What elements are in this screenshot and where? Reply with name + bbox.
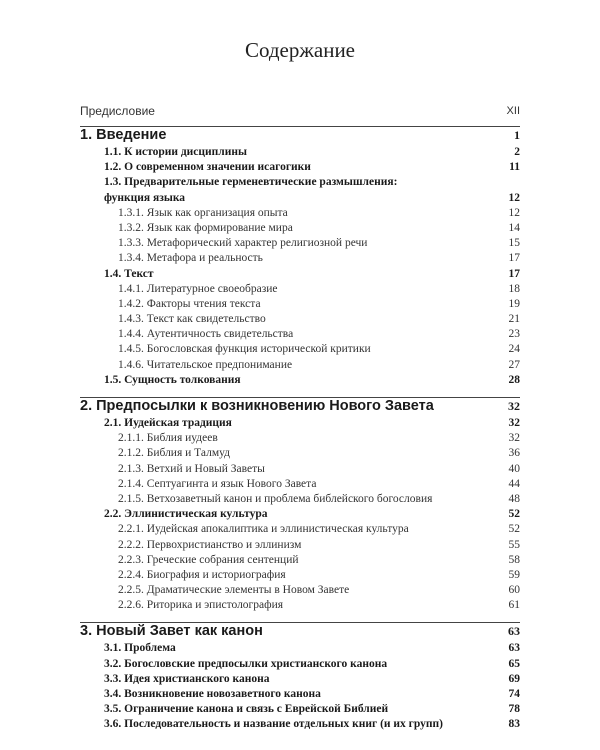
toc-section-page: 83 <box>508 718 520 731</box>
toc-subsection-page: 40 <box>508 462 520 475</box>
toc-section-page: 52 <box>508 508 520 521</box>
toc-subsection[interactable] <box>0 297 600 312</box>
toc-subsection[interactable] <box>0 251 600 266</box>
toc-chapter-page: 1 <box>514 128 520 142</box>
toc-section-page: 11 <box>509 161 520 174</box>
toc-subsection[interactable] <box>0 522 600 537</box>
toc-subsection-label: 2.2.1. Иудейская апокалиптика и эллинистическая культура <box>118 523 409 536</box>
toc-section[interactable] <box>0 145 600 160</box>
toc-subsection-label: 1.4.6. Читательское предпонимание <box>118 358 293 371</box>
toc-subsection[interactable] <box>0 446 600 461</box>
toc-subsection-label: 1.4.1. Литературное своеобразие <box>118 282 278 295</box>
toc-subsection-page: 15 <box>508 237 520 250</box>
toc-subsection-label: 1.3.3. Метафорический характер религиозной речи <box>118 237 368 250</box>
toc-section-page: 78 <box>508 703 520 716</box>
toc-subsection[interactable] <box>0 236 600 251</box>
toc-preface[interactable] <box>0 100 600 122</box>
toc-subsection-page: 61 <box>508 599 520 612</box>
toc-section-page: 28 <box>508 373 520 386</box>
toc-section-label: 2.2. Эллинистическая культура <box>104 508 268 521</box>
toc-chapter-page: 32 <box>508 399 520 413</box>
toc-chapter-label: 2. Предпосылки к возникновению Нового Завета <box>80 398 434 414</box>
toc-subsection[interactable] <box>0 598 600 613</box>
toc-section[interactable] <box>0 507 600 522</box>
toc-section[interactable] <box>0 687 600 702</box>
toc-subsection[interactable] <box>0 342 600 357</box>
toc-section[interactable] <box>0 160 600 175</box>
toc-subsection[interactable] <box>0 221 600 236</box>
toc-section[interactable] <box>0 373 600 388</box>
toc-subsection-page: 12 <box>508 206 520 219</box>
toc-subsection-page: 14 <box>508 221 520 234</box>
toc-section[interactable] <box>0 267 600 282</box>
toc-section[interactable] <box>0 416 600 431</box>
toc-section-cont-label: функция языка <box>104 191 186 204</box>
toc-subsection-label: 2.2.3. Греческие собрания сентенций <box>118 553 299 566</box>
toc-subsection-page: 27 <box>508 358 520 371</box>
toc-subsection-page: 58 <box>508 553 520 566</box>
toc-subsection-label: 1.4.4. Аутентичность свидетельства <box>118 328 294 341</box>
toc-subsection-page: 60 <box>508 584 520 597</box>
toc-section[interactable] <box>0 175 600 190</box>
toc-section-page: 2 <box>514 146 520 158</box>
toc-subsection-label: 2.2.5. Драматические элементы в Новом Завете <box>118 584 350 597</box>
toc-subsection-label: 1.4.5. Богословская функция исторической критики <box>118 343 371 356</box>
toc-chapter[interactable] <box>0 126 600 145</box>
table-of-contents <box>0 100 600 733</box>
toc-subsection-label: 2.2.6. Риторика и эпистолография <box>118 599 284 612</box>
toc-subsection-label: 2.2.2. Первохристианство и эллинизм <box>118 538 302 551</box>
toc-section-label: 3.3. Идея христианского канона <box>104 672 270 685</box>
toc-section-label: 1.3. Предварительные герменевтические размышления: <box>104 176 398 189</box>
toc-subsection[interactable] <box>0 206 600 221</box>
toc-subsection-label: 2.1.1. Библия иудеев <box>118 432 218 445</box>
toc-subsection-page: 44 <box>508 477 520 490</box>
toc-section-page: 17 <box>508 267 520 280</box>
toc-subsection-page: 36 <box>508 447 520 460</box>
toc-subsection[interactable] <box>0 312 600 327</box>
toc-chapter-page: 63 <box>508 624 520 639</box>
toc-subsection-label: 2.1.3. Ветхий и Новый Заветы <box>118 462 265 475</box>
toc-section-label: 3.2. Богословские предпосылки христианского канона <box>104 657 388 670</box>
toc-subsection[interactable] <box>0 327 600 342</box>
toc-subsection-label: 2.1.2. Библия и Талмуд <box>118 447 230 460</box>
toc-section-page: 65 <box>508 657 520 670</box>
toc-subsection-page: 19 <box>508 297 520 310</box>
toc-section-page: 32 <box>508 417 520 429</box>
toc-subsection[interactable] <box>0 568 600 583</box>
toc-section[interactable] <box>0 641 600 656</box>
toc-section-label: 1.1. К истории дисциплины <box>104 146 247 158</box>
toc-subsection-page: 18 <box>508 282 520 295</box>
toc-subsection-page: 48 <box>508 492 520 505</box>
toc-section-label: 3.5. Ограничение канона и связь с Еврейской Библией <box>104 703 389 716</box>
toc-section-label: 3.4. Возникновение новозаветного канона <box>104 688 321 700</box>
toc-section-label: 2.1. Иудейская традиция <box>104 417 232 429</box>
toc-section-cont-page: 12 <box>508 191 520 204</box>
toc-chapter[interactable] <box>0 397 600 416</box>
toc-chapter-label: 3. Новый Завет как канон <box>80 623 263 640</box>
toc-subsection-label: 1.3.2. Язык как формирование мира <box>118 221 293 234</box>
toc-preface-label: Предисловие <box>80 104 155 118</box>
toc-chapter[interactable] <box>0 622 600 641</box>
toc-subsection-page: 52 <box>508 523 520 536</box>
toc-subsection[interactable] <box>0 477 600 492</box>
toc-subsection-label: 1.4.3. Текст как свидетельство <box>118 313 266 326</box>
toc-section[interactable] <box>0 717 600 732</box>
toc-subsection[interactable] <box>0 583 600 598</box>
toc-section-label: 1.4. Текст <box>104 267 154 280</box>
toc-subsection[interactable] <box>0 358 600 373</box>
toc-section-label: 1.5. Сущность толкования <box>104 373 241 386</box>
toc-preface-page: XII <box>506 105 520 117</box>
toc-subsection-page: 23 <box>508 328 520 341</box>
toc-section[interactable] <box>0 702 600 717</box>
toc-subsection[interactable] <box>0 282 600 297</box>
toc-section-label: 3.1. Проблема <box>104 642 176 655</box>
toc-subsection-page: 24 <box>508 343 520 356</box>
toc-subsection-label: 1.4.2. Факторы чтения текста <box>118 297 261 310</box>
toc-subsection-page: 32 <box>508 432 520 445</box>
toc-subsection-label: 2.2.4. Биография и историография <box>118 568 286 581</box>
page-title: Содержание <box>244 38 356 62</box>
toc-subsection-label: 2.1.5. Ветхозаветный канон и проблема библейского богословия <box>118 492 433 505</box>
toc-subsection-label: 1.3.1. Язык как организация опыта <box>118 206 288 219</box>
toc-subsection-label: 1.3.4. Метафора и реальность <box>118 252 263 265</box>
toc-subsection-page: 59 <box>508 568 520 581</box>
toc-section-page: 69 <box>508 672 520 685</box>
toc-section-label: 1.2. О современном значении исагогики <box>104 161 311 174</box>
toc-subsection[interactable] <box>0 492 600 507</box>
toc-section[interactable] <box>0 672 600 687</box>
toc-subsection-page: 17 <box>508 252 520 265</box>
toc-chapter-label: 1. Введение <box>80 127 167 143</box>
toc-subsection[interactable] <box>0 462 600 477</box>
toc-section-label: 3.6. Последовательность и название отдельных книг (и их групп) <box>104 718 443 731</box>
toc-subsection-label: 2.1.4. Септуагинта и язык Нового Завета <box>118 477 317 490</box>
toc-subsection[interactable] <box>0 553 600 568</box>
toc-subsection[interactable] <box>0 431 600 446</box>
toc-section-page: 74 <box>508 688 520 700</box>
toc-section[interactable] <box>0 657 600 672</box>
toc-section-cont[interactable] <box>0 191 600 206</box>
toc-section-page: 63 <box>508 642 520 655</box>
toc-subsection[interactable] <box>0 538 600 553</box>
toc-subsection-page: 55 <box>508 538 520 551</box>
toc-subsection-page: 21 <box>508 313 520 326</box>
